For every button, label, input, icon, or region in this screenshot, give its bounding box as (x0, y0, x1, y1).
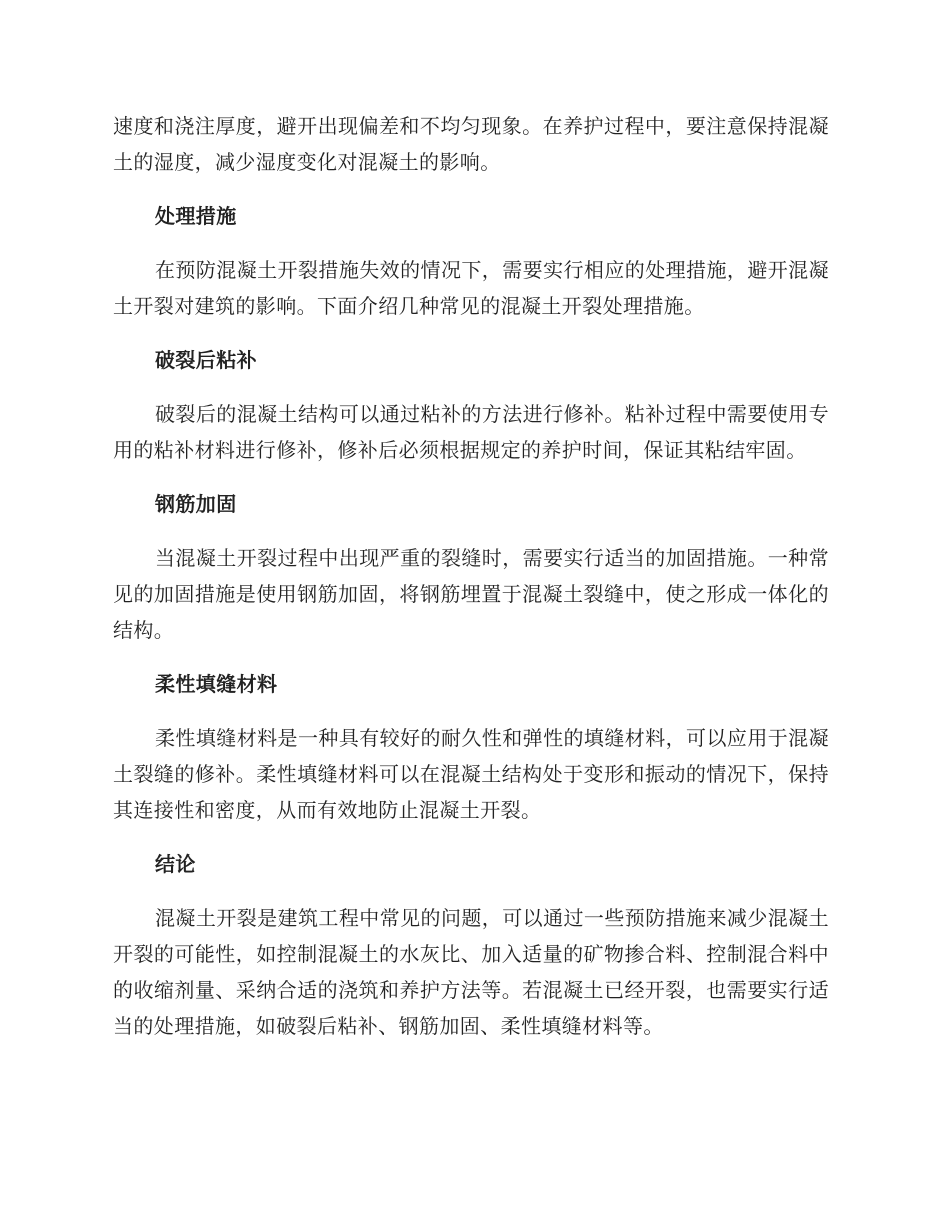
paragraph-conclusion: 混凝土开裂是建筑工程中常见的问题，可以通过一些预防措施来减少混凝土开裂的可能性，如控制混凝土的水灰比、加入适量的矿物掺合料、控制混合料中的收缩剂量、采纳合适的浇筑和养护方法等。若混凝土已经开裂，也需要实行适当的处理措施，如破裂后粘补、钢筋加固、柔性填缝材料等。 (113, 906, 829, 1038)
section-heading-rebar: 钢筋加固 (155, 492, 237, 516)
section-heading-flexible-filler: 柔性填缝材料 (155, 672, 278, 696)
section-heading-treatment: 处理措施 (155, 204, 237, 228)
section-heading-conclusion: 结论 (155, 852, 196, 876)
section-heading-patching: 破裂后粘补 (155, 348, 257, 372)
paragraph-rebar: 当混凝土开裂过程中出现严重的裂缝时，需要实行适当的加固措施。一种常见的加固措施是使用钢筋加固，将钢筋埋置于混凝土裂缝中，使之形成一体化的结构。 (113, 546, 829, 642)
paragraph-treatment: 在预防混凝土开裂措施失效的情况下，需要实行相应的处理措施，避开混凝土开裂对建筑的影响。下面介绍几种常见的混凝土开裂处理措施。 (113, 258, 829, 318)
paragraph-continuation: 速度和浇注厚度，避开出现偏差和不均匀现象。在养护过程中，要注意保持混凝土的湿度，减少湿度变化对混凝土的影响。 (113, 114, 829, 174)
paragraph-flexible-filler: 柔性填缝材料是一种具有较好的耐久性和弹性的填缝材料，可以应用于混凝土裂缝的修补。柔性填缝材料可以在混凝土结构处于变形和振动的情况下，保持其连接性和密度，从而有效地防止混凝土开裂。 (113, 726, 829, 822)
document-page (113, 108, 829, 1044)
paragraph-patching: 破裂后的混凝土结构可以通过粘补的方法进行修补。粘补过程中需要使用专用的粘补材料进行修补，修补后必须根据规定的养护时间，保证其粘结牢固。 (113, 402, 829, 462)
